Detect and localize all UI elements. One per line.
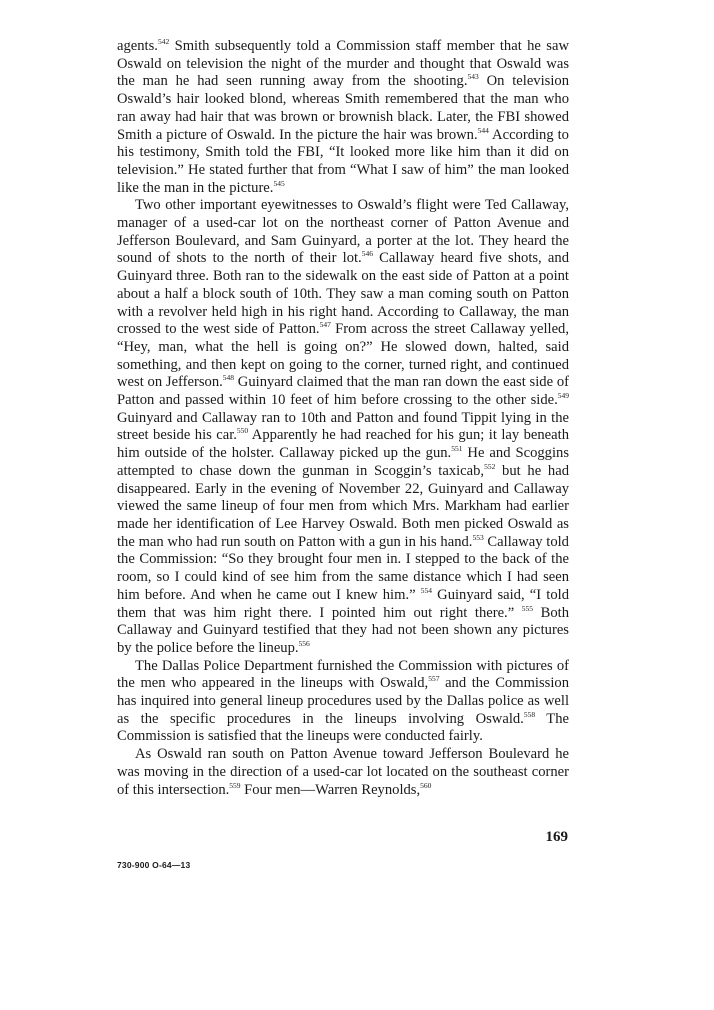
footnote-ref: 545 [273,178,285,188]
text-run: agents. [117,38,158,54]
footnote-ref: 549 [557,391,569,401]
text-run: Guinyard and Callaway ran to 10th and Patton and found Tippit lying in the street beside his car. [117,409,569,444]
text-run: On television Oswald’s hair looked blond, whereas Smith remembered that the man who ran away had hair that was brown or brownish black. Later, the FBI showed Smith a picture of Oswald. In the picture the hair was brown. [117,73,569,143]
footnote-ref: 559 [229,780,241,790]
text-run: and the Commission has inquired into general lineup procedures used by the Dallas police as well as the specific procedures in the lineups involving Oswald. [117,675,569,727]
footnote-ref: 557 [428,674,440,684]
text-run: According to his testimony, Smith told the FBI, “It looked more like him than it did on television.” He stated further that from “What I saw of him” the man looked like the man in the picture. [117,126,569,196]
printing-code: 730-900 O-64—13 [117,860,191,870]
footnote-ref: 552 [484,462,496,472]
footnote-ref: 555 [521,603,534,613]
footnote-ref: 548 [222,373,235,383]
paragraph [117,197,569,657]
footnote-ref: 547 [319,320,331,330]
text-run: Both Callaway and Guinyard testified that they had not been shown any pictures by the police before the lineup. [117,604,570,656]
text-run: but he had disappeared. Early in the evening of November 22, Guinyard and Callaway viewed the same lineup of four men from which Mrs. Markham had earlier made her identification of Lee Harvey Oswald. Both men picked Oswald as the man who had run south on Patton with a gun in his hand. [117,462,569,550]
text-run: From across the street Callaway yelled, “Hey, man, what the hell is going on?” He slowed down, halted, said something, and then kept on going to the corner, turned right, and continued west on Jefferson. [117,321,569,391]
text-run: Guinyard claimed that the man ran down the east side of Patton and passed within 10 feet of him before crossing to the other side. [117,374,569,409]
paragraph [117,38,569,197]
footnote-ref: 542 [157,37,170,47]
text-run: Apparently he had reached for his gun; it lay beneath him outside of the holster. Callaway picked up the gun. [117,427,569,462]
text-run: Guinyard said, “I told them that was him right there. I pointed him out right there.” [117,586,569,621]
text-run: The Dallas Police Department furnished the Commission with pictures of the men who appeared in the lineups with Oswald, [117,657,569,692]
footnote-ref: 554 [420,585,432,595]
footnote-ref: 550 [236,426,249,436]
footnote-ref: 551 [451,444,463,454]
footnote-ref: 543 [467,72,479,82]
text-run: He and Scoggins attempted to chase down the gunman in Scoggin’s taxicab, [117,445,569,479]
paragraph [117,746,569,799]
text-run: Four men—Warren Reynolds, [240,781,421,798]
footnote-ref: 553 [472,532,484,542]
page-number: 169 [545,829,568,845]
text-run: As Oswald ran south on Patton Avenue toward Jefferson Boulevard he was moving in the direction of a used-car lot located on the southeast corner of this intersection. [117,746,569,798]
text-run: Smith subsequently told a Commission staff member that he saw Oswald on television the night of the murder and thought that Oswald was the man he had seen running away from the shooting. [117,38,569,90]
paragraph [117,658,569,747]
footnote-ref: 556 [298,639,310,649]
footnote-ref: 558 [523,709,536,719]
text-run: The Commission is satisfied that the lineups were conducted fairly. [117,710,569,745]
body-text [117,38,569,799]
text-run: Callaway heard five shots, and Guinyard three. Both ran to the sidewalk on the east side of Patton at a point about a half a block south of 10th. They saw a man coming south on Patton with a revolver held high in his right hand. According to Callaway, the man crossed to the west side of Patton. [117,250,569,338]
text-run: Callaway told the Commission: “So they brought four men in. I stepped to the back of the room, so I could kind of see him from the same distance which I had seen him before. And when he came out I knew him.” [117,533,569,603]
text-run: Two other important eyewitnesses to Oswald’s flight were Ted Callaway, manager of a used-car lot on the northeast corner of Patton Avenue and Jefferson Boulevard, and Sam Guinyard, a porter at the lot. They heard the sound of shots to the north of their lot. [117,197,569,267]
footnote-ref: 560 [420,780,432,790]
footnote-ref: 544 [477,125,489,135]
footnote-ref: 546 [361,249,373,259]
